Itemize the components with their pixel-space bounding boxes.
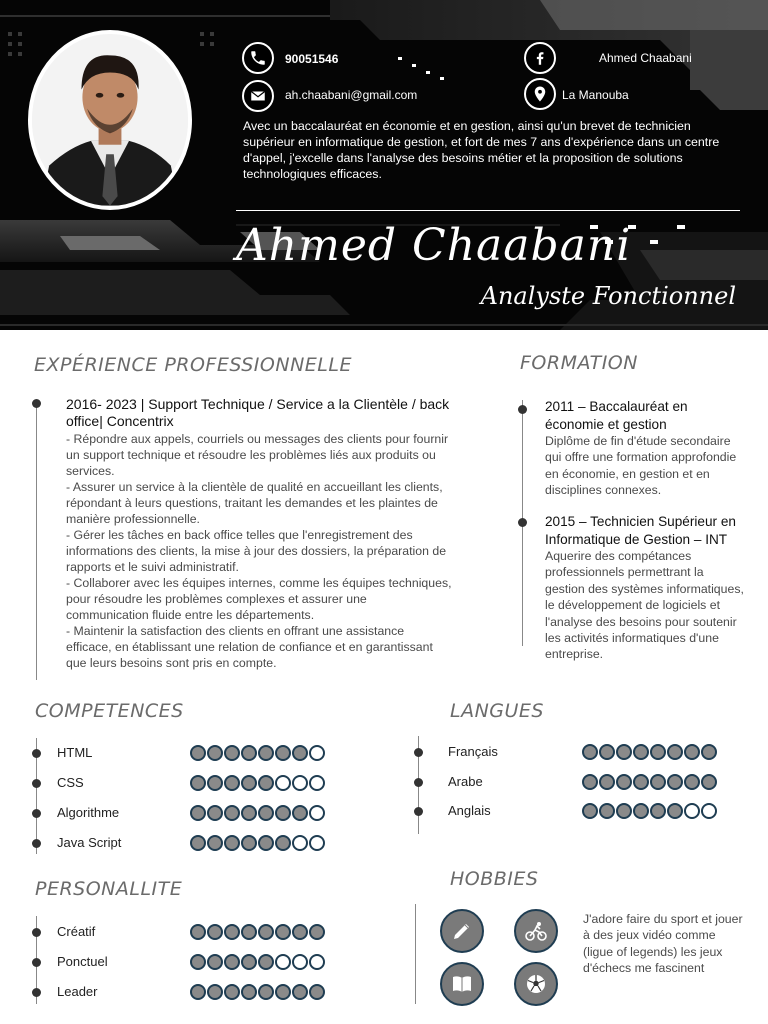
- experience-line: - Gérer les tâches en back office telles que l'enregistrement des: [66, 528, 413, 542]
- cycling-icon: [514, 909, 558, 953]
- rating-circle-filled: [207, 984, 223, 1000]
- rating-circle-filled: [224, 745, 240, 761]
- rating-circle-filled: [275, 835, 291, 851]
- rating-circle-filled: [667, 774, 683, 790]
- facebook-icon: [524, 42, 556, 74]
- rating-circle-filled: [275, 805, 291, 821]
- rating-circle-empty: [684, 803, 700, 819]
- experience-line: que leurs besoins sont pris en compte.: [66, 656, 277, 670]
- experience-section-title: EXPÉRIENCE PROFESSIONNELLE: [34, 354, 352, 376]
- timeline-dot: [32, 779, 41, 788]
- rating-circle-filled: [292, 924, 308, 940]
- skill-rating: [582, 744, 717, 760]
- location-pin-icon: [524, 78, 556, 110]
- rating-circle-filled: [582, 774, 598, 790]
- rating-circle-filled: [684, 744, 700, 760]
- rating-circle-filled: [292, 745, 308, 761]
- rating-circle-filled: [224, 805, 240, 821]
- formation-section-title: FORMATION: [520, 352, 638, 374]
- hobbies-description: J'adore faire du sport et jouer à des jeux vidéo comme (ligue of legends) les jeux d'échecs me fascinent: [583, 912, 743, 975]
- skill-rating: [190, 805, 325, 821]
- experience-job-title: 2016- 2023 | Support Technique / Service a la Clientèle / back office| Concentrix: [66, 396, 450, 429]
- rating-circle-filled: [650, 744, 666, 760]
- location-text: La Manouba: [562, 88, 629, 102]
- rating-circle-filled: [616, 744, 632, 760]
- experience-line: communication fluide entre les départements.: [66, 608, 315, 622]
- person-portrait-icon: [32, 34, 188, 206]
- rating-circle-filled: [275, 984, 291, 1000]
- phone-icon: [242, 42, 274, 74]
- rating-circle-filled: [701, 774, 717, 790]
- facebook-name[interactable]: Ahmed Chaabani: [599, 51, 692, 65]
- rating-circle-filled: [258, 924, 274, 940]
- rating-circle-filled: [241, 775, 257, 791]
- skill-rating: [582, 774, 717, 790]
- experience-line: manière professionnelle.: [66, 512, 200, 526]
- rating-circle-filled: [650, 774, 666, 790]
- skill-name: Algorithme: [57, 805, 120, 820]
- skill-name: Arabe: [448, 773, 483, 789]
- skill-name: Créatif: [57, 924, 96, 939]
- experience-line: efficace, en établissant une relation de confiance et en garantissant: [66, 640, 433, 654]
- phone-number[interactable]: 90051546: [285, 52, 339, 66]
- rating-circle-filled: [616, 803, 632, 819]
- rating-circle-filled: [224, 775, 240, 791]
- rating-circle-filled: [275, 924, 291, 940]
- rating-circle-filled: [207, 924, 223, 940]
- profile-photo: [28, 30, 192, 210]
- rating-circle-filled: [650, 803, 666, 819]
- rating-circle-filled: [224, 984, 240, 1000]
- rating-circle-filled: [633, 774, 649, 790]
- pencil-icon: [440, 909, 484, 953]
- skill-name: Java Script: [57, 835, 122, 850]
- timeline-dot: [414, 748, 423, 757]
- rating-circle-filled: [207, 745, 223, 761]
- rating-circle-filled: [190, 924, 206, 940]
- rating-circle-filled: [190, 805, 206, 821]
- rating-circle-filled: [207, 954, 223, 970]
- skill-rating: [190, 924, 325, 940]
- person-name: Ahmed Chaabani: [236, 220, 632, 271]
- rating-circle-empty: [275, 954, 291, 970]
- skill-rating: [190, 954, 325, 970]
- hobbies-section-title: HOBBIES: [450, 868, 539, 890]
- skill-rating: [190, 745, 325, 761]
- timeline-dot: [414, 807, 423, 816]
- rating-circle-filled: [292, 805, 308, 821]
- experience-line: - Maintenir la satisfaction des clients en offrant une assistance: [66, 624, 405, 638]
- formation-timeline-dot: [518, 405, 527, 414]
- rating-circle-filled: [258, 835, 274, 851]
- experience-line: - Assurer un service à la clientèle de qualité en accueillant les clients,: [66, 480, 443, 494]
- rating-circle-filled: [207, 805, 223, 821]
- skill-name: Français: [448, 744, 498, 759]
- rating-circle-empty: [309, 805, 325, 821]
- rating-circle-filled: [633, 744, 649, 760]
- experience-line: informations des clients, la mise à jour des dossiers, la préparation de: [66, 544, 447, 558]
- rating-circle-filled: [599, 744, 615, 760]
- header-divider: [236, 210, 740, 211]
- formation-item: [545, 513, 745, 663]
- rating-circle-filled: [224, 835, 240, 851]
- formation-title: 2015 – Technicien Supérieur en Informatique de Gestion – INT: [545, 514, 736, 547]
- formation-description: Diplôme de fin d'étude secondaire qui offre une formation approfondie en économie, en gestion et en disciplines connexes.: [545, 434, 737, 498]
- rating-circle-empty: [309, 745, 325, 761]
- header-banner: [0, 0, 768, 330]
- rating-circle-empty: [309, 954, 325, 970]
- formation-timeline-dot: [518, 518, 527, 527]
- rating-circle-filled: [258, 954, 274, 970]
- rating-circle-empty: [292, 775, 308, 791]
- rating-circle-filled: [684, 774, 700, 790]
- email-address[interactable]: ah.chaabani@gmail.com: [285, 88, 418, 102]
- rating-circle-filled: [633, 803, 649, 819]
- rating-circle-filled: [599, 774, 615, 790]
- experience-description: [66, 431, 468, 671]
- book-icon: [440, 962, 484, 1006]
- timeline-dot: [32, 928, 41, 937]
- rating-circle-empty: [292, 954, 308, 970]
- timeline-dot: [32, 749, 41, 758]
- experience-line: pour résoudre les problèmes complexes et assurer une: [66, 592, 367, 606]
- rating-circle-filled: [190, 745, 206, 761]
- rating-circle-filled: [309, 924, 325, 940]
- rating-circle-filled: [258, 745, 274, 761]
- rating-circle-filled: [241, 924, 257, 940]
- rating-circle-empty: [309, 775, 325, 791]
- rating-circle-empty: [701, 803, 717, 819]
- job-role: Analyste Fonctionnel: [480, 282, 736, 310]
- experience-line: un support technique et résoudre les problèmes liés aux produits ou: [66, 448, 436, 462]
- skill-name: Leader: [57, 984, 98, 999]
- timeline-dot: [414, 778, 423, 787]
- rating-circle-filled: [616, 774, 632, 790]
- experience-line: - Collaborer avec les équipes internes, comme les équipes techniques,: [66, 576, 452, 590]
- personnalite-section-title: PERSONALLITE: [35, 878, 183, 900]
- rating-circle-filled: [190, 835, 206, 851]
- rating-circle-filled: [309, 984, 325, 1000]
- skill-rating: [582, 803, 717, 819]
- skill-name: Ponctuel: [57, 954, 108, 969]
- rating-circle-filled: [258, 805, 274, 821]
- experience-timeline-line: [36, 404, 37, 680]
- rating-circle-filled: [241, 745, 257, 761]
- timeline-dot: [32, 809, 41, 818]
- rating-circle-empty: [275, 775, 291, 791]
- skill-rating: [190, 984, 325, 1000]
- rating-circle-filled: [582, 744, 598, 760]
- rating-circle-filled: [599, 803, 615, 819]
- skill-rating: [190, 775, 325, 791]
- experience-line: rapports et le suivi administratif.: [66, 560, 239, 574]
- competences-section-title: COMPETENCES: [35, 700, 184, 722]
- rating-circle-filled: [258, 984, 274, 1000]
- email-icon: [242, 80, 274, 112]
- rating-circle-filled: [190, 984, 206, 1000]
- rating-circle-filled: [224, 954, 240, 970]
- rating-circle-filled: [241, 984, 257, 1000]
- skill-rating: [190, 835, 325, 851]
- rating-circle-filled: [241, 835, 257, 851]
- hobbies-divider-line: [415, 904, 416, 1004]
- skill-name: HTML: [57, 745, 93, 760]
- soccer-ball-icon: [514, 962, 558, 1006]
- rating-circle-filled: [190, 775, 206, 791]
- rating-circle-filled: [224, 924, 240, 940]
- formation-title: 2011 – Baccalauréat en économie et gestion: [545, 399, 688, 432]
- rating-circle-filled: [207, 835, 223, 851]
- rating-circle-empty: [309, 835, 325, 851]
- rating-circle-filled: [701, 744, 717, 760]
- experience-line: - Répondre aux appels, courriels ou messages des clients pour fournir: [66, 432, 449, 446]
- rating-circle-filled: [190, 954, 206, 970]
- about-summary: Avec un baccalauréat en économie et en gestion, ainsi qu'un brevet de technicien supérieur en informatique de gestion, et fort de mes 7 ans d'expérience dans un centre d'appel, j'excelle dans l'analyse des besoins métier et la proposition de solutions technologiques efficaces.: [243, 119, 720, 181]
- rating-circle-filled: [207, 775, 223, 791]
- experience-line: services.: [66, 464, 115, 478]
- timeline-dot: [32, 839, 41, 848]
- formation-item: [545, 398, 745, 499]
- rating-circle-filled: [241, 805, 257, 821]
- rating-circle-filled: [667, 803, 683, 819]
- skill-name: Anglais: [448, 803, 491, 818]
- formation-description: Aquerire des compétances professionnels permettrant la gestion des systèmes informatiques, le développement de logiciels et l'analyse des besoins pour soutenir les activités informatiques d'une entreprise.: [545, 549, 744, 662]
- timeline-dot: [32, 988, 41, 997]
- rating-circle-filled: [241, 954, 257, 970]
- rating-circle-filled: [667, 744, 683, 760]
- langues-section-title: LANGUES: [450, 700, 544, 722]
- rating-circle-filled: [275, 745, 291, 761]
- skill-name: CSS: [57, 775, 84, 790]
- rating-circle-filled: [258, 775, 274, 791]
- timeline-dot: [32, 958, 41, 967]
- rating-circle-filled: [582, 803, 598, 819]
- rating-circle-empty: [292, 835, 308, 851]
- experience-timeline-dot: [32, 399, 41, 408]
- rating-circle-filled: [292, 984, 308, 1000]
- experience-line: répondant à leurs questions, traitant les demandes et les plaintes de: [66, 496, 438, 510]
